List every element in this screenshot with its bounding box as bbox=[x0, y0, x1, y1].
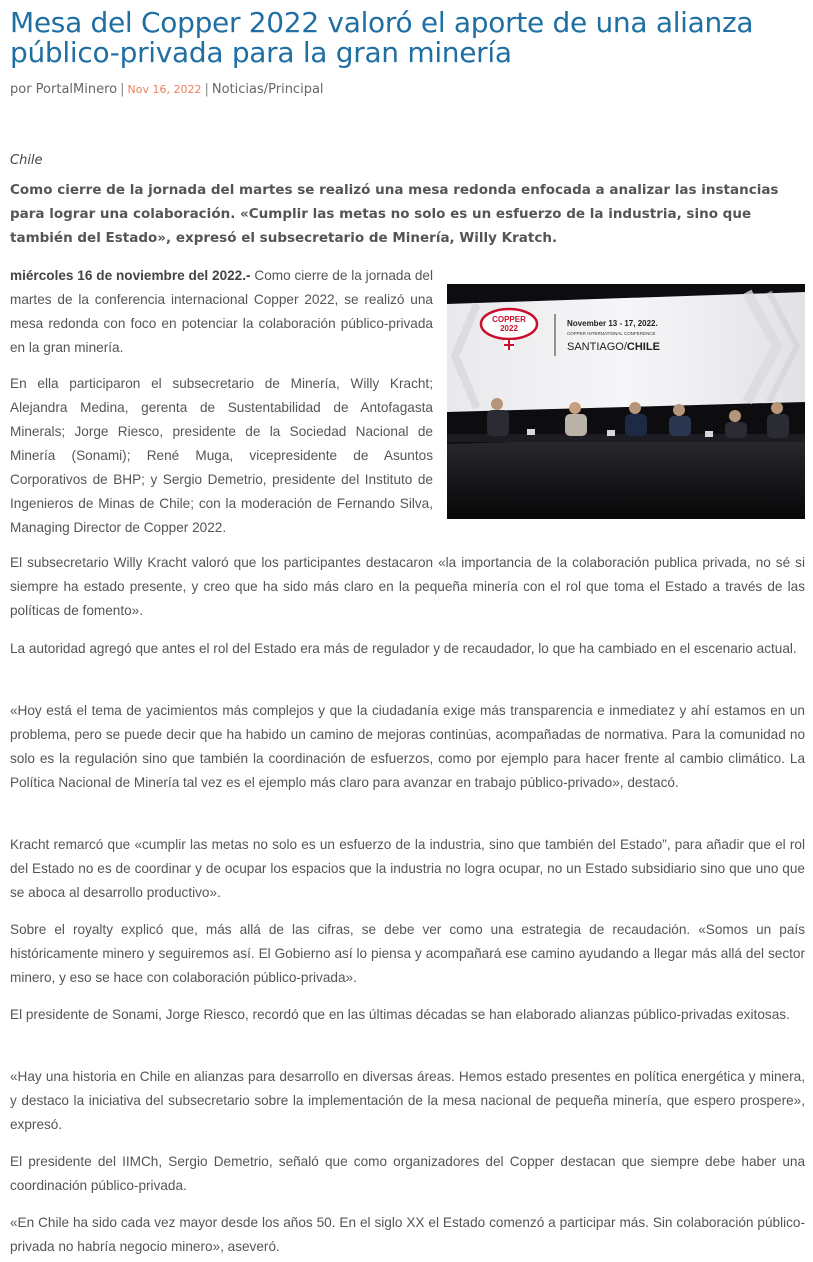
paragraph-6: Kracht remarcó que «cumplir las metas no solo es un esfuerzo de la industria, sino que también del Estado”, para añadir que el rol del Estado no es de coordinar y de ocupar los espacios que la industria no logra ocupar, no un Estado subsidiario sino que uno que se aboca al desarrollo productivo». bbox=[10, 837, 805, 900]
meta-separator: | bbox=[204, 82, 209, 97]
paragraph-3: El subsecretario Willy Kracht valoró que los participantes destacaron «la importancia de la colaboración publica privada, no sé si siempre ha estado presente, y creo que ha sido más claro en la pequeña minería con el rol que toma el Estado a través de las políticas de fomento». bbox=[10, 555, 805, 618]
screen-dates: November 13 - 17, 2022. bbox=[567, 319, 658, 328]
publish-date: Nov 16, 2022 bbox=[127, 83, 202, 96]
section-label: Chile bbox=[10, 153, 43, 168]
event-photo-illustration bbox=[447, 284, 805, 519]
paragraph-1 bbox=[10, 264, 433, 360]
category-link[interactable]: Noticias/Principal bbox=[211, 82, 324, 97]
paragraph-4: La autoridad agregó que antes el rol del Estado era más de regulador y de recaudador, lo que ha cambiado en el escenario actual. bbox=[10, 641, 797, 656]
screen-city: SANTIAGO/CHILE bbox=[567, 341, 660, 353]
article-lead: Como cierre de la jornada del martes se realizó una mesa redonda enfocada a analizar las instancias para lograr una colaboración. «Cumplir las metas no solo es un esfuerzo de la industria, sino que también del Estado», expresó el subsecretario de Minería, Willy Kratch. bbox=[10, 182, 779, 246]
event-photo bbox=[447, 284, 805, 519]
meta-separator: | bbox=[120, 82, 125, 97]
paragraph-11: «En Chile ha sido cada vez mayor desde los años 50. En el siglo XX el Estado comenzó a participar más. Sin colaboración público-privada no habría negocio minero», aseveró. bbox=[10, 1215, 805, 1254]
paragraph-2: En ella participaron el subsecretario de Minería, Willy Kracht; Alejandra Medina, gerenta de Sustentabilidad de Antofagasta Minerals; Jorge Riesco, presidente de la Sociedad Nacional de Minería (Sonami); René Muga, vicepresidente de Asuntos Corporativos de BHP; y Sergio Demetrio, presidente del Instituto de Ingenieros de Minas de Chile; con la moderación de Fernando Silva, Managing Director de Copper 2022. bbox=[10, 376, 433, 535]
paragraph-9: «Hay una historia en Chile en alianzas para desarrollo en diversas áreas. Hemos estado presentes en política energética y minera, y destaco la iniciativa del subsecretario sobre la implementación de la mesa nacional de pequeña minería, que espero prospere», expresó. bbox=[10, 1069, 805, 1132]
dateline: miércoles 16 de noviembre del 2022.- bbox=[10, 268, 251, 283]
article-meta bbox=[10, 82, 324, 97]
paragraph-7: Sobre el royalty explicó que, más allá de las cifras, se debe ver como una estrategia de recaudación. «Somos un país históricamente minero y seguiremos así. El Gobierno así lo piensa y acompañará ese camino ayudando a llegar más allá del sector minero, y eso se hace con colaboración público-privada». bbox=[10, 922, 805, 985]
screen-conference: COPPER INTERNATIONAL CONFERENCE bbox=[567, 331, 656, 336]
paragraph-5: «Hoy está el tema de yacimientos más complejos y que la ciudadanía exige más transparencia e inmediatez y ahí estamos en un problema, pero se puede decir que ha habido un camino de mejoras continúas, acompañadas de normativa. Para la comunidad no solo es la regulación sino que también la coordinación de esfuerzos, como por ejemplo para hacer frente al cambio climático. La Política Nacional de Minería tal vez es el ejemplo más claro para avanzar en trabajo público-privado», destacó. bbox=[10, 703, 805, 790]
paragraph-8: El presidente de Sonami, Jorge Riesco, recordó que en las últimas décadas se han elaborado alianzas público-privadas exitosas. bbox=[10, 1007, 790, 1022]
paragraph-10: El presidente del IIMCh, Sergio Demetrio, señaló que como organizadores del Copper destacan que siempre debe haber una coordinación público-privada. bbox=[10, 1154, 805, 1193]
logo-line1: COPPER bbox=[492, 315, 526, 324]
author-link[interactable]: por PortalMinero bbox=[10, 82, 118, 97]
paragraph-1-text: Como cierre de la jornada del martes de la conferencia internacional Copper 2022, se realizó una mesa redonda con foco en potenciar la colaboración público-privada en la gran minería. bbox=[10, 268, 433, 355]
logo-line2: 2022 bbox=[500, 324, 518, 333]
article-title[interactable]: Mesa del Copper 2022 valoró el aporte de una alianza público-privada para la gran minería bbox=[10, 6, 754, 69]
